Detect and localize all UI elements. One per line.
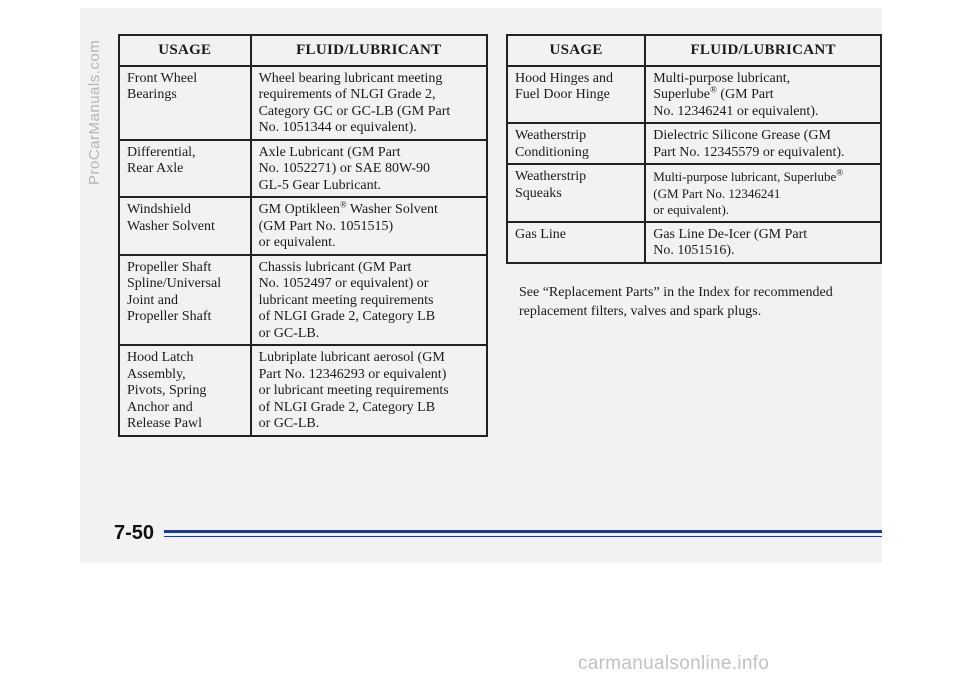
usage-cell: Hood Hinges and Fuel Door Hinge [507,66,645,124]
page-number: 7-50 [114,522,155,544]
table-row [507,222,881,263]
fluid-cell: Multi-purpose lubricant, Superlube® (GM Part No. 12346241 or equivalent). [645,66,881,124]
fluid-cell: Chassis lubricant (GM Part No. 1052497 or equivalent) or lubricant meeting requirements of NLGI Grade 2, Category LB or GC-LB. [251,255,487,346]
footer-rule-thick [164,530,882,533]
fluid-header: FLUID/LUBRICANT [645,35,881,66]
table-row [507,66,881,124]
fluid-cell: Dielectric Silicone Grease (GM Part No. 12345579 or equivalent). [645,123,881,164]
lubricant-table-left [118,34,488,437]
table-header-row [119,35,487,66]
usage-cell: Front Wheel Bearings [119,66,251,140]
side-watermark: ProCarManuals.com [86,39,103,185]
table-row [119,197,487,255]
registered-mark: ® [339,199,347,210]
usage-header: USAGE [119,35,251,66]
fluid-cell: Gas Line De-Icer (GM Part No. 1051516). [645,222,881,263]
table-row [119,345,487,436]
bottom-watermark: carmanualsonline.info [578,653,770,674]
usage-cell: Weatherstrip Conditioning [507,123,645,164]
fluid-cell: GM Optikleen® Washer Solvent (GM Part No. 1051515) or equivalent. [251,197,487,255]
table-row [119,66,487,140]
fluid-header: FLUID/LUBRICANT [251,35,487,66]
registered-mark: ® [710,84,717,95]
footer-rule-thin [164,536,882,537]
fluid-cell: Multi-purpose lubricant, Superlube® (GM Part No. 12346241 or equivalent). [645,164,881,222]
fluid-cell: Wheel bearing lubricant meeting requirements of NLGI Grade 2, Category GC or GC-LB (GM Part No. 1051344 or equivalent). [251,66,487,140]
usage-cell: Weatherstrip Squeaks [507,164,645,222]
table-header-row [507,35,881,66]
usage-header: USAGE [507,35,645,66]
usage-cell: Hood Latch Assembly, Pivots, Spring Anchor and Release Pawl [119,345,251,436]
replacement-parts-note: See “Replacement Parts” in the Index for recommended replacement filters, valves and spark plugs. [519,285,833,319]
usage-cell: Gas Line [507,222,645,263]
registered-mark: ® [836,167,844,178]
table-row [507,123,881,164]
table-row [119,255,487,346]
table-row [507,164,881,222]
table-row [119,140,487,198]
usage-cell: Propeller Shaft Spline/Universal Joint and Propeller Shaft [119,255,251,346]
fluid-cell: Lubriplate lubricant aerosol (GM Part No. 12346293 or equivalent) or lubricant meeting requirements of NLGI Grade 2, Category LB or GC-LB. [251,345,487,436]
usage-cell: Differential, Rear Axle [119,140,251,198]
lubricant-table-right [506,34,882,264]
fluid-cell: Axle Lubricant (GM Part No. 1052271) or SAE 80W-90 GL-5 Gear Lubricant. [251,140,487,198]
usage-cell: Windshield Washer Solvent [119,197,251,255]
